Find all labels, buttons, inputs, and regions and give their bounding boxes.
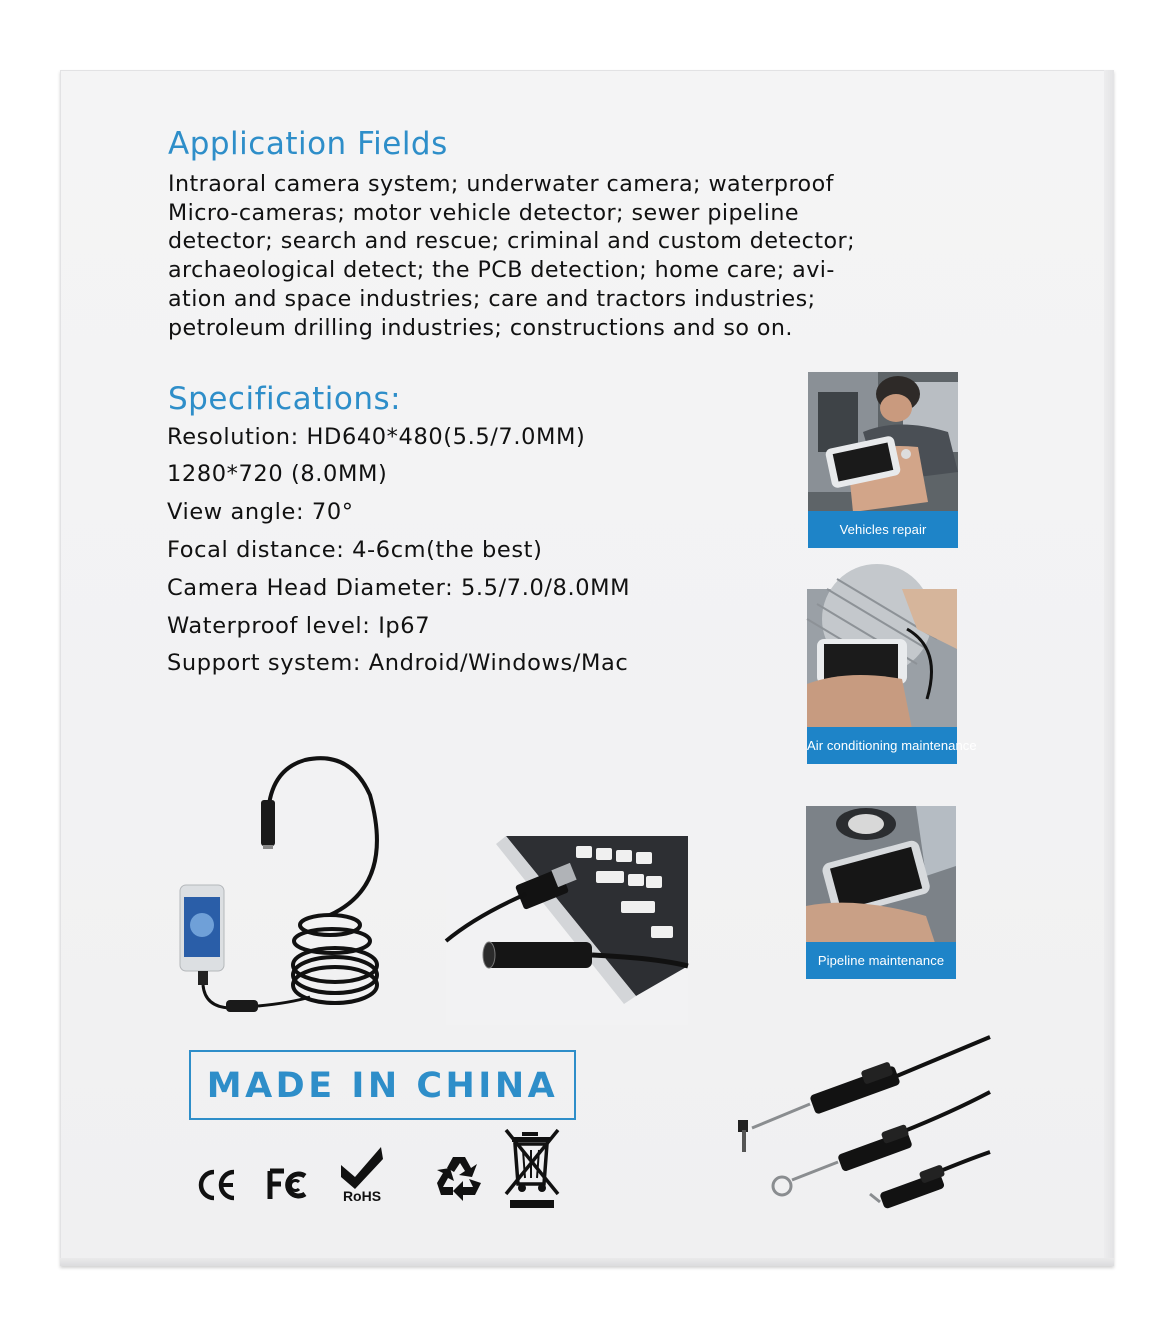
weee-bin-icon (502, 1128, 562, 1210)
air-conditioning-photo (807, 589, 977, 764)
spec-resolution: Resolution: HD640*480(5.5/7.0MM) (167, 424, 586, 450)
spec-resolution-hd: 1280*720 (8.0MM) (167, 461, 388, 487)
panel-side-edge (1104, 70, 1114, 1266)
made-in-china-label: MADE IN CHINA (189, 1050, 576, 1120)
panel-bottom-edge (60, 1258, 1114, 1266)
package-back-panel (60, 70, 1114, 1266)
laptop-connection-illustration (446, 836, 688, 1025)
application-line: detector; search and rescue; criminal and custom detector; (168, 228, 855, 255)
vehicles-repair-caption: Vehicles repair (808, 511, 958, 548)
spec-head-diameter: Camera Head Diameter: 5.5/7.0/8.0MM (167, 575, 631, 601)
application-line: Intraoral camera system; underwater camera; waterproof (168, 171, 834, 197)
recycle-icon (431, 1153, 487, 1203)
svg-text:RoHS: RoHS (342, 1188, 382, 1204)
rohs-mark-icon (339, 1145, 385, 1203)
probe-accessories-illustration (732, 1032, 994, 1212)
pipeline-maintenance-photo (806, 806, 956, 979)
spec-support-system: Support system: Android/Windows/Mac (167, 650, 629, 676)
air-conditioning-caption: Air conditioning maintenance (807, 727, 957, 764)
application-line: Micro-cameras; motor vehicle detector; sewer pipeline (168, 199, 799, 226)
application-fields-heading: Application Fields (168, 126, 448, 162)
vehicles-repair-photo (808, 372, 958, 548)
fcc-mark-icon (267, 1168, 309, 1202)
spec-view-angle: View angle: 70° (167, 499, 354, 525)
application-fields-text (168, 170, 928, 342)
application-line: petroleum drilling industries; constructions and so on. (168, 314, 793, 341)
endoscope-phone-illustration (170, 745, 395, 1025)
spec-focal-distance: Focal distance: 4-6cm(the best) (167, 537, 543, 563)
specifications-heading: Specifications: (168, 381, 402, 417)
application-line: archaeological detect; the PCB detection; home care; avi- (168, 257, 835, 284)
ce-mark-icon (196, 1168, 238, 1202)
pipeline-maintenance-caption: Pipeline maintenance (806, 942, 956, 979)
spec-waterproof: Waterproof level: Ip67 (167, 613, 431, 639)
application-line: ation and space industries; care and tractors industries; (168, 285, 816, 312)
